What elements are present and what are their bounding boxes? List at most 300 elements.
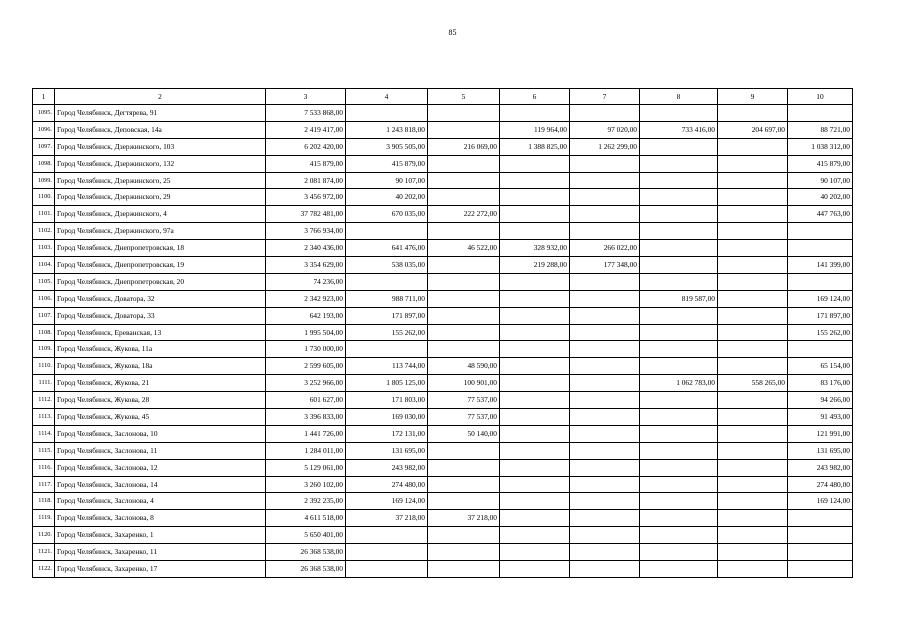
amount-cell: 177 348,00	[570, 257, 640, 274]
row-number-cell: 1105.	[33, 273, 55, 290]
amount-cell: 2 340 436,00	[266, 240, 346, 257]
row-number-cell: 1108.	[33, 324, 55, 341]
amount-cell: 204 697,00	[718, 121, 788, 138]
row-number-cell: 1096.	[33, 121, 55, 138]
amount-cell	[346, 527, 428, 544]
amount-cell	[718, 240, 788, 257]
amount-cell	[788, 341, 853, 358]
amount-cell: 222 272,00	[428, 206, 500, 223]
amount-cell	[428, 273, 500, 290]
table-row	[33, 189, 853, 206]
amount-cell	[500, 527, 570, 544]
amount-cell: 1 284 011,00	[266, 442, 346, 459]
amount-cell	[428, 442, 500, 459]
table-row	[33, 105, 853, 122]
amount-cell	[500, 155, 570, 172]
row-number-cell: 1120.	[33, 527, 55, 544]
row-number-cell: 1111.	[33, 375, 55, 392]
amount-cell: 77 537,00	[428, 409, 500, 426]
amount-cell: 558 265,00	[718, 375, 788, 392]
amount-cell: 1 262 299,00	[570, 138, 640, 155]
amount-cell	[570, 155, 640, 172]
amount-cell: 2 419 417,00	[266, 121, 346, 138]
amount-cell	[428, 257, 500, 274]
amount-cell: 7 533 868,00	[266, 105, 346, 122]
address-cell: Город Челябинск, Ереванская, 13	[55, 324, 266, 341]
amount-cell	[718, 324, 788, 341]
table-row	[33, 290, 853, 307]
column-header: 1	[33, 89, 55, 105]
amount-cell: 538 035,00	[346, 257, 428, 274]
amount-cell	[346, 223, 428, 240]
row-number-cell: 1101.	[33, 206, 55, 223]
amount-cell	[570, 358, 640, 375]
amount-cell	[346, 273, 428, 290]
amount-cell: 155 262,00	[346, 324, 428, 341]
address-cell: Город Челябинск, Жукова, 18а	[55, 358, 266, 375]
amount-cell	[640, 138, 718, 155]
table-row	[33, 121, 853, 138]
table-row	[33, 375, 853, 392]
amount-cell	[640, 544, 718, 561]
table-row	[33, 206, 853, 223]
amount-cell: 642 193,00	[266, 307, 346, 324]
amount-cell	[500, 206, 570, 223]
amount-cell: 169 124,00	[346, 493, 428, 510]
column-header: 4	[346, 89, 428, 105]
amount-cell	[640, 510, 718, 527]
row-number-cell: 1113.	[33, 409, 55, 426]
amount-cell: 26 368 538,00	[266, 544, 346, 561]
amount-cell	[500, 544, 570, 561]
amount-cell	[570, 510, 640, 527]
amount-cell	[788, 561, 853, 578]
amount-cell: 90 107,00	[346, 172, 428, 189]
amount-cell: 131 695,00	[788, 442, 853, 459]
amount-cell	[500, 510, 570, 527]
amount-cell	[718, 425, 788, 442]
amount-cell	[570, 172, 640, 189]
amount-cell: 447 763,00	[788, 206, 853, 223]
amount-cell	[428, 105, 500, 122]
address-cell: Город Челябинск, Дзержинского, 29	[55, 189, 266, 206]
table-row	[33, 527, 853, 544]
amount-cell	[428, 476, 500, 493]
amount-cell	[570, 307, 640, 324]
amount-cell	[346, 341, 428, 358]
amount-cell	[500, 223, 570, 240]
amount-cell	[500, 290, 570, 307]
amount-cell: 83 176,00	[788, 375, 853, 392]
amount-cell	[570, 341, 640, 358]
amount-cell	[640, 527, 718, 544]
row-number-cell: 1117.	[33, 476, 55, 493]
amount-cell	[640, 459, 718, 476]
amount-cell: 40 202,00	[346, 189, 428, 206]
address-cell: Город Челябинск, Жукова, 21	[55, 375, 266, 392]
registry-table	[32, 88, 853, 578]
amount-cell	[346, 544, 428, 561]
amount-cell	[718, 561, 788, 578]
amount-cell: 113 744,00	[346, 358, 428, 375]
amount-cell: 37 782 481,00	[266, 206, 346, 223]
address-cell: Город Челябинск, Заслонова, 11	[55, 442, 266, 459]
address-cell: Город Челябинск, Заслонова, 10	[55, 425, 266, 442]
column-header: 2	[55, 89, 266, 105]
address-cell: Город Челябинск, Дзержинского, 103	[55, 138, 266, 155]
column-header: 7	[570, 89, 640, 105]
amount-cell	[500, 172, 570, 189]
amount-cell	[718, 409, 788, 426]
amount-cell	[500, 307, 570, 324]
amount-cell: 219 288,00	[500, 257, 570, 274]
amount-cell: 26 368 538,00	[266, 561, 346, 578]
amount-cell	[718, 341, 788, 358]
amount-cell	[570, 561, 640, 578]
amount-cell: 119 964,00	[500, 121, 570, 138]
address-cell: Город Челябинск, Жукова, 11а	[55, 341, 266, 358]
amount-cell: 171 897,00	[788, 307, 853, 324]
amount-cell	[500, 189, 570, 206]
amount-cell	[500, 273, 570, 290]
amount-cell	[428, 223, 500, 240]
amount-cell	[570, 223, 640, 240]
table-row	[33, 459, 853, 476]
amount-cell	[640, 240, 718, 257]
amount-cell: 2 392 235,00	[266, 493, 346, 510]
amount-cell: 74 236,00	[266, 273, 346, 290]
table-row	[33, 561, 853, 578]
row-number-cell: 1116.	[33, 459, 55, 476]
amount-cell	[718, 257, 788, 274]
amount-cell: 1 243 818,00	[346, 121, 428, 138]
amount-cell	[428, 459, 500, 476]
column-header: 5	[428, 89, 500, 105]
amount-cell	[788, 223, 853, 240]
amount-cell	[500, 561, 570, 578]
amount-cell: 1 038 312,00	[788, 138, 853, 155]
table-row	[33, 307, 853, 324]
address-cell: Город Челябинск, Доватора, 32	[55, 290, 266, 307]
row-number-cell: 1103.	[33, 240, 55, 257]
table-row	[33, 341, 853, 358]
amount-cell	[640, 223, 718, 240]
amount-cell: 40 202,00	[788, 189, 853, 206]
amount-cell	[640, 307, 718, 324]
row-number-cell: 1110.	[33, 358, 55, 375]
amount-cell	[718, 510, 788, 527]
amount-cell	[500, 375, 570, 392]
amount-cell	[718, 105, 788, 122]
row-number-cell: 1104.	[33, 257, 55, 274]
amount-cell: 641 476,00	[346, 240, 428, 257]
table-row	[33, 425, 853, 442]
amount-cell: 3 354 629,00	[266, 257, 346, 274]
amount-cell	[428, 189, 500, 206]
amount-cell	[640, 358, 718, 375]
row-number-cell: 1109.	[33, 341, 55, 358]
amount-cell: 131 695,00	[346, 442, 428, 459]
amount-cell	[640, 155, 718, 172]
page-number: 85	[448, 28, 457, 37]
amount-cell: 37 218,00	[428, 510, 500, 527]
amount-cell	[640, 493, 718, 510]
row-number-cell: 1121.	[33, 544, 55, 561]
amount-cell: 1 062 783,00	[640, 375, 718, 392]
table-row	[33, 510, 853, 527]
amount-cell	[788, 105, 853, 122]
table-row	[33, 442, 853, 459]
table-row	[33, 358, 853, 375]
amount-cell	[718, 189, 788, 206]
amount-cell: 2 081 874,00	[266, 172, 346, 189]
amount-cell	[570, 189, 640, 206]
amount-cell	[788, 273, 853, 290]
amount-cell	[640, 409, 718, 426]
amount-cell	[428, 121, 500, 138]
table-row	[33, 155, 853, 172]
amount-cell	[640, 257, 718, 274]
amount-cell	[718, 223, 788, 240]
amount-cell: 601 627,00	[266, 392, 346, 409]
column-header: 9	[718, 89, 788, 105]
amount-cell: 3 905 505,00	[346, 138, 428, 155]
amount-cell: 5 129 061,00	[266, 459, 346, 476]
amount-cell: 733 416,00	[640, 121, 718, 138]
amount-cell	[718, 206, 788, 223]
amount-cell	[718, 544, 788, 561]
amount-cell	[428, 172, 500, 189]
amount-cell	[640, 206, 718, 223]
amount-cell: 37 218,00	[346, 510, 428, 527]
amount-cell	[718, 307, 788, 324]
amount-cell: 6 202 420,00	[266, 138, 346, 155]
amount-cell	[428, 341, 500, 358]
amount-cell: 3 766 934,00	[266, 223, 346, 240]
row-number-cell: 1102.	[33, 223, 55, 240]
amount-cell	[640, 341, 718, 358]
amount-cell	[500, 459, 570, 476]
amount-cell: 1 441 726,00	[266, 425, 346, 442]
amount-cell	[718, 392, 788, 409]
amount-cell: 171 897,00	[346, 307, 428, 324]
amount-cell	[640, 425, 718, 442]
amount-cell	[428, 527, 500, 544]
address-cell: Город Челябинск, Захаренко, 11	[55, 544, 266, 561]
amount-cell: 91 493,00	[788, 409, 853, 426]
amount-cell	[500, 105, 570, 122]
amount-cell: 169 030,00	[346, 409, 428, 426]
amount-cell	[428, 561, 500, 578]
amount-cell	[570, 290, 640, 307]
table-row	[33, 493, 853, 510]
amount-cell: 90 107,00	[788, 172, 853, 189]
amount-cell	[718, 476, 788, 493]
amount-cell: 4 611 518,00	[266, 510, 346, 527]
amount-cell	[500, 358, 570, 375]
column-header: 10	[788, 89, 853, 105]
amount-cell	[570, 324, 640, 341]
amount-cell	[788, 510, 853, 527]
address-cell: Город Челябинск, Деповская, 14а	[55, 121, 266, 138]
amount-cell: 1 995 504,00	[266, 324, 346, 341]
amount-cell: 169 124,00	[788, 290, 853, 307]
amount-cell: 328 932,00	[500, 240, 570, 257]
amount-cell	[570, 527, 640, 544]
address-cell: Город Челябинск, Жукова, 28	[55, 392, 266, 409]
table-row	[33, 409, 853, 426]
amount-cell	[570, 476, 640, 493]
table-row	[33, 476, 853, 493]
amount-cell	[640, 476, 718, 493]
amount-cell	[500, 425, 570, 442]
amount-cell: 988 711,00	[346, 290, 428, 307]
address-cell: Город Челябинск, Доватора, 33	[55, 307, 266, 324]
address-cell: Город Челябинск, Днепропетровская, 18	[55, 240, 266, 257]
amount-cell	[570, 442, 640, 459]
row-number-cell: 1107.	[33, 307, 55, 324]
amount-cell: 2 599 605,00	[266, 358, 346, 375]
amount-cell: 216 069,00	[428, 138, 500, 155]
amount-cell: 3 252 966,00	[266, 375, 346, 392]
amount-cell: 3 396 833,00	[266, 409, 346, 426]
amount-cell: 819 587,00	[640, 290, 718, 307]
amount-cell: 65 154,00	[788, 358, 853, 375]
amount-cell: 1 388 825,00	[500, 138, 570, 155]
amount-cell: 1 805 125,00	[346, 375, 428, 392]
amount-cell	[570, 493, 640, 510]
amount-cell: 172 131,00	[346, 425, 428, 442]
amount-cell	[570, 392, 640, 409]
amount-cell	[500, 476, 570, 493]
amount-cell	[500, 493, 570, 510]
table-row	[33, 138, 853, 155]
row-number-cell: 1115.	[33, 442, 55, 459]
address-cell: Город Челябинск, Днепропетровская, 19	[55, 257, 266, 274]
amount-cell: 243 982,00	[788, 459, 853, 476]
address-cell: Город Челябинск, Дзержинского, 132	[55, 155, 266, 172]
amount-cell	[640, 324, 718, 341]
row-number-cell: 1118.	[33, 493, 55, 510]
address-cell: Город Челябинск, Дзержинского, 4	[55, 206, 266, 223]
amount-cell	[640, 105, 718, 122]
amount-cell	[788, 240, 853, 257]
amount-cell	[500, 341, 570, 358]
amount-cell	[570, 409, 640, 426]
amount-cell	[718, 273, 788, 290]
address-cell: Город Челябинск, Захаренко, 17	[55, 561, 266, 578]
amount-cell	[718, 290, 788, 307]
amount-cell: 155 262,00	[788, 324, 853, 341]
amount-cell	[346, 561, 428, 578]
amount-cell	[718, 155, 788, 172]
amount-cell	[428, 155, 500, 172]
amount-cell	[570, 105, 640, 122]
amount-cell	[718, 172, 788, 189]
amount-cell: 274 480,00	[788, 476, 853, 493]
row-number-cell: 1112.	[33, 392, 55, 409]
amount-cell: 415 879,00	[346, 155, 428, 172]
amount-cell: 670 035,00	[346, 206, 428, 223]
amount-cell	[428, 324, 500, 341]
amount-cell	[640, 561, 718, 578]
amount-cell	[500, 409, 570, 426]
amount-cell: 1 730 000,00	[266, 341, 346, 358]
address-cell: Город Челябинск, Заслонова, 14	[55, 476, 266, 493]
amount-cell: 169 124,00	[788, 493, 853, 510]
amount-cell	[570, 425, 640, 442]
amount-cell: 243 982,00	[346, 459, 428, 476]
amount-cell: 100 901,00	[428, 375, 500, 392]
row-number-cell: 1100.	[33, 189, 55, 206]
row-number-cell: 1098.	[33, 155, 55, 172]
amount-cell	[718, 459, 788, 476]
address-cell: Город Челябинск, Заслонова, 8	[55, 510, 266, 527]
address-cell: Город Челябинск, Днепропетровская, 20	[55, 273, 266, 290]
amount-cell	[570, 544, 640, 561]
address-cell: Город Челябинск, Заслонова, 12	[55, 459, 266, 476]
amount-cell	[346, 105, 428, 122]
amount-cell	[500, 392, 570, 409]
amount-cell	[428, 290, 500, 307]
table-row	[33, 273, 853, 290]
row-number-cell: 1114.	[33, 425, 55, 442]
amount-cell: 88 721,00	[788, 121, 853, 138]
amount-cell: 121 991,00	[788, 425, 853, 442]
amount-cell	[718, 527, 788, 544]
column-header: 6	[500, 89, 570, 105]
amount-cell	[718, 358, 788, 375]
row-number-cell: 1097.	[33, 138, 55, 155]
address-cell: Город Челябинск, Захаренко, 1	[55, 527, 266, 544]
amount-cell	[718, 493, 788, 510]
amount-cell	[570, 375, 640, 392]
amount-cell	[570, 273, 640, 290]
table-header-row	[33, 89, 853, 105]
amount-cell: 3 456 972,00	[266, 189, 346, 206]
table-row	[33, 324, 853, 341]
table-row	[33, 392, 853, 409]
amount-cell: 46 522,00	[428, 240, 500, 257]
amount-cell	[640, 442, 718, 459]
amount-cell: 415 879,00	[266, 155, 346, 172]
address-cell: Город Челябинск, Заслонова, 4	[55, 493, 266, 510]
row-number-cell: 1095.	[33, 105, 55, 122]
amount-cell: 48 590,00	[428, 358, 500, 375]
amount-cell	[718, 442, 788, 459]
table-row	[33, 240, 853, 257]
amount-cell: 274 480,00	[346, 476, 428, 493]
amount-cell: 141 399,00	[788, 257, 853, 274]
amount-cell: 415 879,00	[788, 155, 853, 172]
amount-cell	[500, 442, 570, 459]
address-cell: Город Челябинск, Дзержинского, 97а	[55, 223, 266, 240]
amount-cell: 171 803,00	[346, 392, 428, 409]
column-header: 8	[640, 89, 718, 105]
amount-cell	[428, 544, 500, 561]
row-number-cell: 1099.	[33, 172, 55, 189]
amount-cell: 3 260 102,00	[266, 476, 346, 493]
address-cell: Город Челябинск, Дзержинского, 25	[55, 172, 266, 189]
table-row	[33, 257, 853, 274]
amount-cell	[640, 172, 718, 189]
amount-cell	[640, 392, 718, 409]
row-number-cell: 1119.	[33, 510, 55, 527]
amount-cell: 97 020,00	[570, 121, 640, 138]
amount-cell	[640, 273, 718, 290]
amount-cell: 77 537,00	[428, 392, 500, 409]
amount-cell: 5 650 401,00	[266, 527, 346, 544]
